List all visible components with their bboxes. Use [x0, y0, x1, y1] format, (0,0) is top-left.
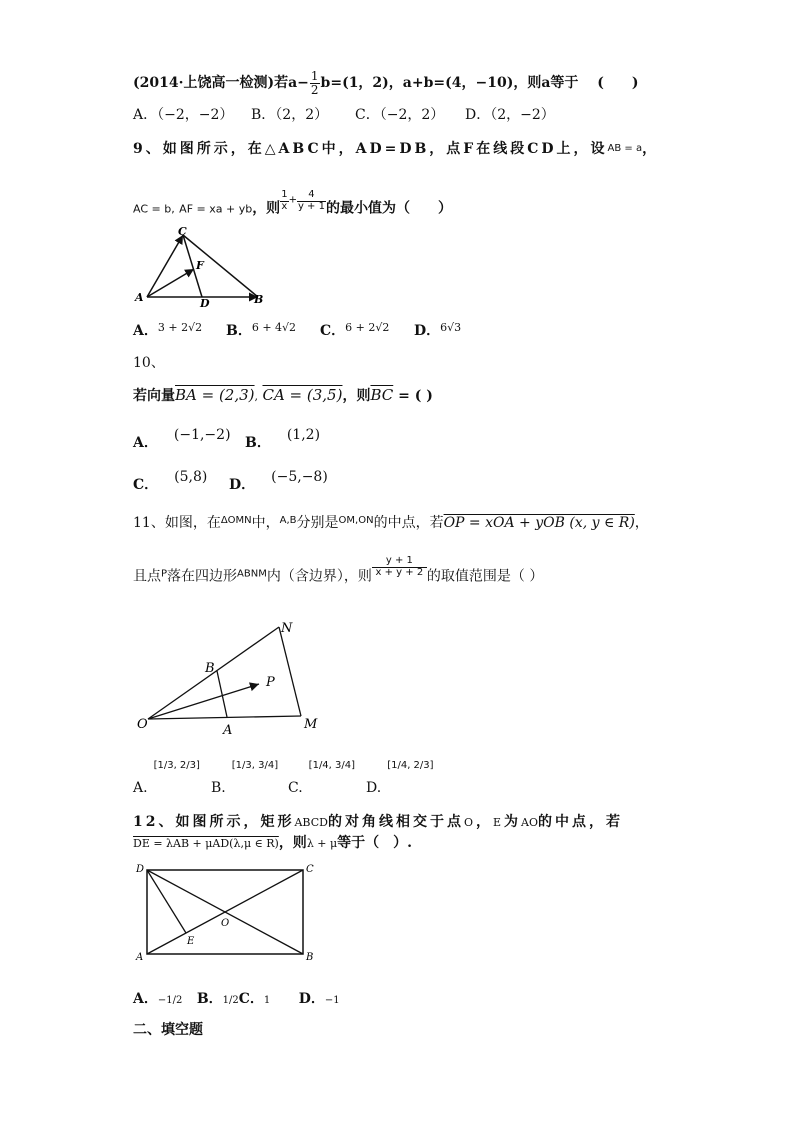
q11-triangle: ΔOMN [220, 515, 252, 526]
q10-option-a: A． (−1,−2) [133, 427, 231, 451]
q9-segment-af [147, 269, 194, 297]
q9-label-b: B [254, 293, 264, 306]
q9-option-d: D．$^{6√3}$ [414, 321, 462, 339]
section-title: 二、填空题 [133, 1022, 203, 1038]
q12-stem-line2: DE = λAB + μAD(λ,μ ∈ R)，则λ + μ等于（ ）. [133, 835, 413, 851]
q11-label-p: P [266, 675, 275, 690]
q10-option-c: C． (5,8) [133, 469, 208, 493]
q8-stem [133, 70, 639, 96]
q9-af-vector: AF = xa + yb [179, 202, 253, 216]
q9-label-f: F [196, 259, 204, 272]
q12-option-d-value: −1 [324, 995, 340, 1006]
q10-stem: 若向量BA = (2,3), CA = (3,5)，则$\overline{BC}$ = ( ) [133, 386, 433, 404]
q11-label-o: O [137, 717, 148, 732]
q9-segment-cb [183, 235, 258, 297]
q8-option-c: C．（−2，2） [355, 107, 445, 123]
q9-label-c: C [178, 225, 187, 238]
q9-ab-vector: AB = a [607, 143, 643, 154]
q10-number: 10、 [133, 355, 165, 371]
q10-ba-vector: BA = (2,3) [175, 386, 255, 404]
q9-frac2: $\frac{4}{y + 1}$ [297, 189, 325, 212]
q10-ca-vector: CA = (3,5) [262, 386, 343, 404]
q8-paren: ( ) [597, 75, 639, 92]
q9-option-b: B．$^{6 + 4√2}$ [226, 321, 297, 339]
q9-label-d: D [200, 297, 210, 310]
q11-stem-line1: 11、如图，在$^{\Delta OMN}$中，$^{A,B}$分别是$^{OM,ON}$的中点，若OP = xOA + yOB (x, y ∈ R)， [133, 515, 649, 531]
q8-stem-b: b=(1，2)，a+b=(4，−10)，则a等于 [320, 75, 579, 92]
q11-segment-nm [279, 627, 301, 716]
q11-option-a-interval: [1/3, 2/3] [153, 760, 200, 771]
q9-option-a: A．$^{3 + 2√2}$ [133, 321, 203, 339]
q8-option-d: D．（2，−2） [465, 107, 555, 123]
q11-vector-equation: OP = xOA + yOB (x, y ∈ R) [443, 515, 635, 531]
q11-option-c: C.[1/4, 3/4] [288, 760, 356, 796]
q11-label-m: M [304, 717, 318, 732]
q9-option-c: C．$^{6 + 2√2}$ [320, 321, 390, 339]
q11-fraction: $\frac{y + 1}{x + y + 2}$ [372, 556, 427, 578]
q12-de-equation: DE = λAB + μAD(λ,μ ∈ R) [133, 837, 279, 850]
q8-source: (2014·上饶高一检测) [133, 75, 275, 92]
q11-option-d-interval: [1/4, 2/3] [387, 760, 434, 771]
q9-frac1: $\frac{1}{x}$ [281, 189, 288, 212]
q12-option-c-value: 1 [263, 995, 271, 1006]
q9-ac-vector: AC = b [133, 202, 172, 216]
q12-label-o: O [221, 918, 230, 929]
q11-label-b: B [205, 661, 215, 676]
q8-fraction: $\frac{1}{2}$ [310, 69, 319, 97]
q10-bc-vector: $\overline{BC}$ [370, 386, 394, 404]
q12-options: A．−1/2 B．1/2C．1 D．−1 [133, 991, 340, 1007]
q9-line1-text: 9、如图所示，在△ABC中，AD=DB，点F在线段CD上，设 [133, 141, 608, 157]
q10-option-d: D． (−5,−8) [229, 469, 328, 493]
q9-plus: + [288, 194, 297, 206]
q9-label-a: A [135, 291, 144, 304]
q11-vector-op [148, 684, 259, 719]
q11-segment-om [148, 716, 301, 719]
q8-option-b: B．（2，2） [251, 107, 329, 123]
q11-label-a: A [223, 723, 233, 738]
q12-label-c: C [306, 864, 314, 875]
q9-figure-triangle [130, 225, 270, 310]
q11-option-b: B.[1/3, 3/4] [211, 760, 279, 796]
q9-segment-ac [147, 235, 183, 297]
q9-tail: 的最小值为（ ） [325, 200, 452, 217]
q11-option-c-interval: [1/4, 3/4] [308, 760, 356, 771]
q11-stem-line2: 且点$^P$落在四边形$^{ABNM}$内（含边界），则 $\frac{y + 1}{x + y + 2}$ 的取值范围是（ ） [133, 555, 544, 585]
q12-figure-rectangle [132, 858, 327, 968]
q12-stem-line1: 12、如图所示，矩形ABCD的对角线相交于点O，E为AO的中点，若 [133, 814, 623, 830]
q11-option-d: D.[1/4, 2/3] [366, 760, 434, 796]
q12-label-e: E [187, 936, 195, 947]
q12-segment-de [147, 870, 186, 933]
q9-stem-line2: AC = b, AF = xa + yb，则 $\frac{1}{x}$ + $\frac{4}{y + 1}$ 的最小值为（ ） [133, 189, 452, 217]
q12-option-a-value: −1/2 [157, 995, 183, 1006]
q12-label-a: A [136, 952, 144, 963]
q11-figure-triangle [135, 612, 330, 742]
q9-then: ，则 [252, 200, 281, 217]
q8-option-a: A．（−2，−2） [133, 107, 234, 123]
q11-option-b-interval: [1/3, 3/4] [231, 760, 279, 771]
q8-stem-a: 若a− [274, 75, 309, 92]
q10-option-b: B． (1,2) [245, 427, 321, 451]
q12-label-d: D [136, 864, 145, 875]
q12-label-b: B [306, 952, 314, 963]
q11-label-n: N [281, 621, 293, 636]
q12-option-b-value: 1/2 [222, 995, 239, 1006]
q11-option-a: A.[1/3, 2/3] [133, 760, 200, 796]
q9-stem-line1: 9、如图所示，在△ABC中，AD=DB，点F在线段CD上，设AB = a， [133, 141, 660, 157]
